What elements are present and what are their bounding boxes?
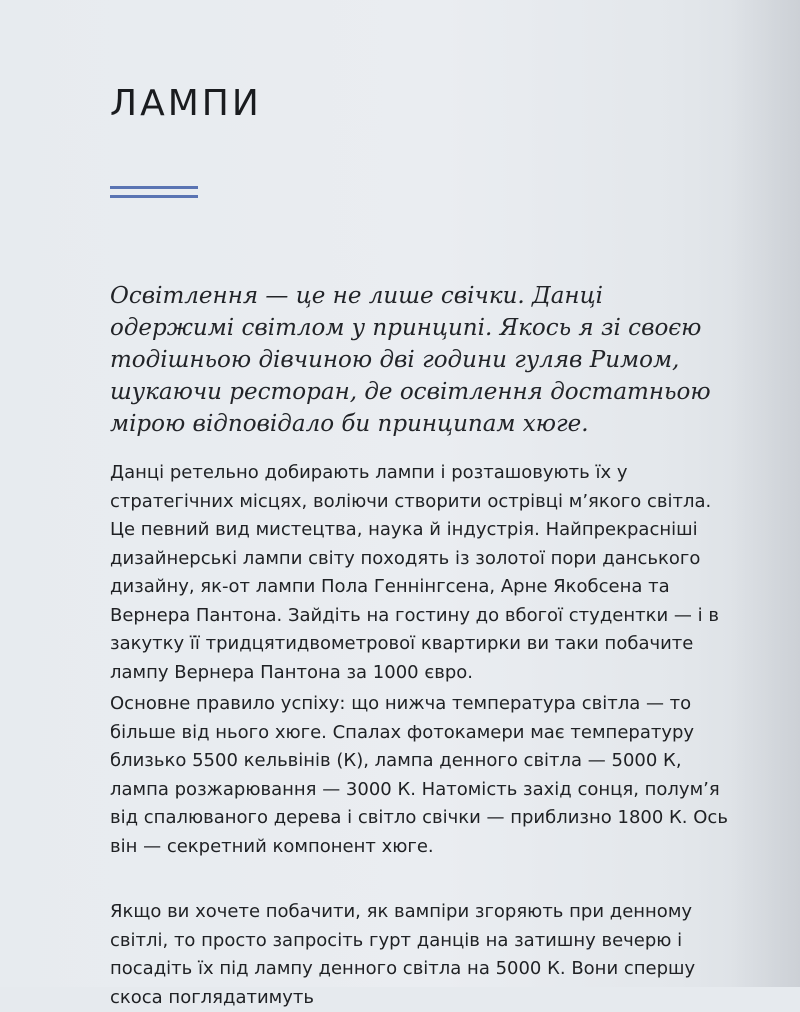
page-edge-shadow <box>730 0 800 987</box>
chapter-title: ЛАМПИ <box>110 83 262 124</box>
body-paragraph-temperature: Основне правило успіху: що нижча температура світла — то більше від нього хюге. Спалах фотокамери має температуру близько 5500 кельвінів (К), лампа денного світла — 5000 К, лампа розжарювання — 3000 К. Натомість захід сонця, полум’я від спалюваного дерева і світло свічки — приблизно 1800 К. Ось він — секретний компонент хюге. <box>110 693 728 857</box>
body-paragraph-vampires: Якщо ви хочете побачити, як вампіри згоряють при денному світлі, то просто запросіть гурт данців на затишну вечерю і посадіть їх під лампу денного світла на 5000 К. Вони спершу скоса поглядатимуть <box>110 901 696 1008</box>
lead-paragraph: Освітлення — це не лише свічки. Данці одержимі світлом у принципі. Якось я зі своєю тодішньою дівчиною дві години гуляв Римом, шукаючи ресторан, де освітлення достатньою мірою відповідало би принципам хюге. <box>110 283 711 437</box>
title-underline-top <box>110 186 198 189</box>
title-underline-bottom <box>110 195 198 198</box>
body-paragraph-lamps: Данці ретельно добирають лампи і розташовують їх у стратегічних місцях, воліючи створити острівці м’якого світла. Це певний вид мистецтва, наука й індустрія. Найпрекрасніші дизайнерські лампи світу походять із золотої пори данського дизайну, як-от лампи Пола Геннінгсена, Арне Якобсена та Вернера Пантона. Зайдіть на гостину до вбогої студентки — і в закутку її тридцятидвометрової квартирки ви таки побачите лампу Вернера Пантона за 1000 євро. <box>110 462 719 683</box>
